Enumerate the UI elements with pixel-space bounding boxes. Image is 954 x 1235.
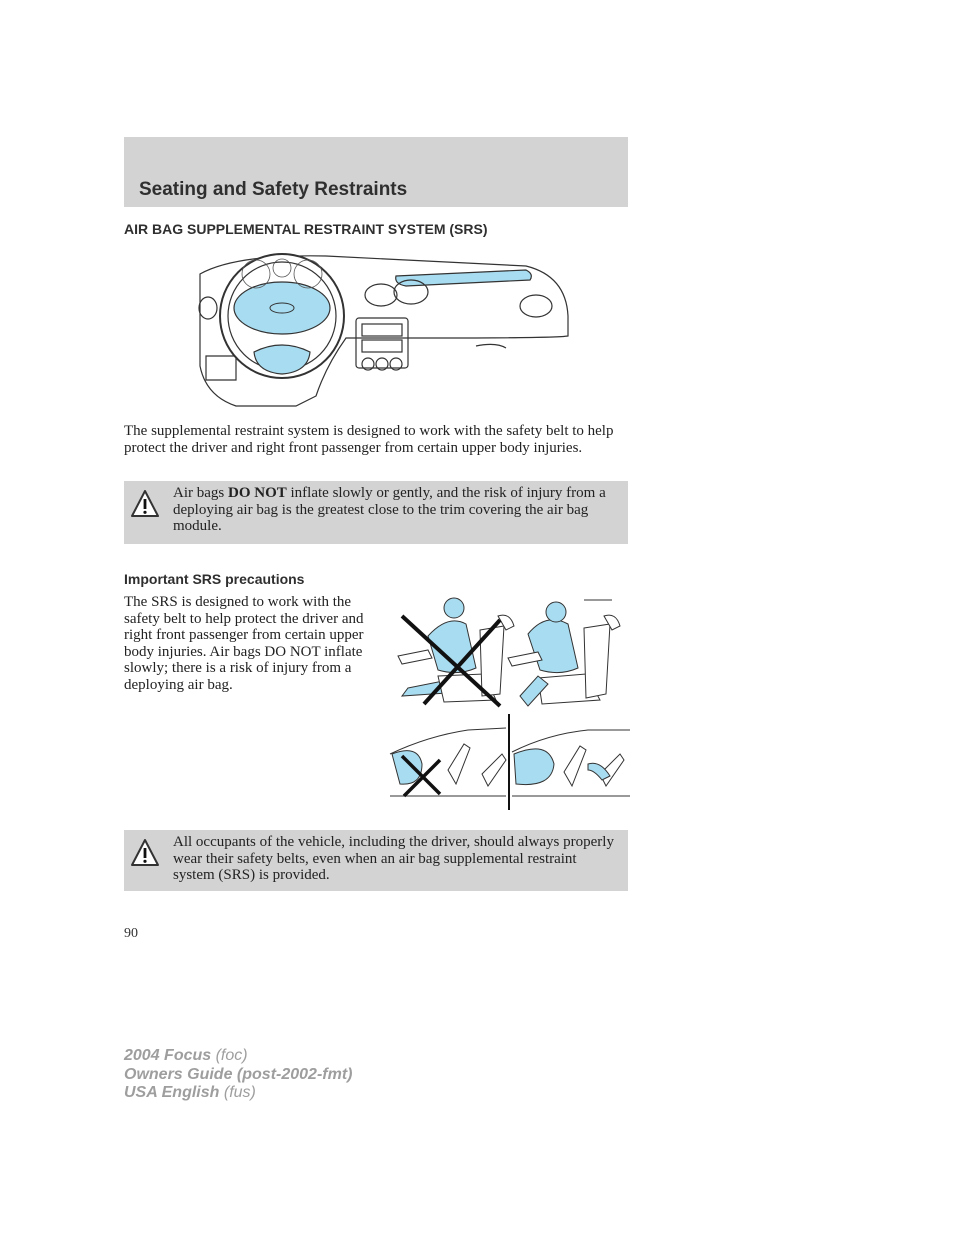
page-title: Seating and Safety Restraints <box>139 179 408 200</box>
warning-text-airbag-inflation <box>130 485 620 535</box>
footer-model-code: (foc) <box>211 1047 248 1064</box>
intro-paragraph: The supplemental restraint system is designed to work with the safety belt to help protect the driver and right front passenger from certain upper body injuries. <box>124 423 614 456</box>
header-band <box>124 137 628 207</box>
footer-language: USA English <box>124 1084 220 1101</box>
occupant-position-illustration <box>388 596 630 714</box>
footer-model: 2004 Focus <box>124 1047 212 1064</box>
warning1-prefix: Air bags <box>173 485 228 501</box>
warning1-emphasis: DO NOT <box>228 485 287 501</box>
document-footer <box>124 1047 352 1103</box>
precautions-paragraph: The SRS is designed to work with the safety belt to help protect the driver and right front passenger from certain upper body injuries. Air bags DO NOT inflate slowly; there is a risk of injury from a deploying air bag. <box>124 594 364 693</box>
precautions-heading: Important SRS precautions <box>124 571 305 587</box>
section-title: AIR BAG SUPPLEMENTAL RESTRAINT SYSTEM (SRS) <box>124 221 488 237</box>
child-seat-position-illustration <box>388 714 630 810</box>
dashboard-airbag-illustration <box>196 246 570 409</box>
warning-triangle-icon <box>130 489 160 519</box>
warning-box-airbag-inflation <box>124 481 628 544</box>
warning1-suffix: inflate slowly or gently, and the risk of injury from a deploying air bag is the greatest close to the trim covering the air bag module. <box>173 485 606 534</box>
footer-language-code: (fus) <box>219 1084 256 1101</box>
footer-guide: Owners Guide (post-2002-fmt) <box>124 1065 353 1083</box>
warning-box-seat-belts <box>124 830 628 891</box>
page-number: 90 <box>124 926 138 941</box>
warning-triangle-icon <box>130 838 160 868</box>
warning-text-seat-belts: All occupants of the vehicle, including the driver, should always properly wear their safety belts, even when an air bag supplemental restraint system (SRS) is provided. <box>173 834 614 883</box>
